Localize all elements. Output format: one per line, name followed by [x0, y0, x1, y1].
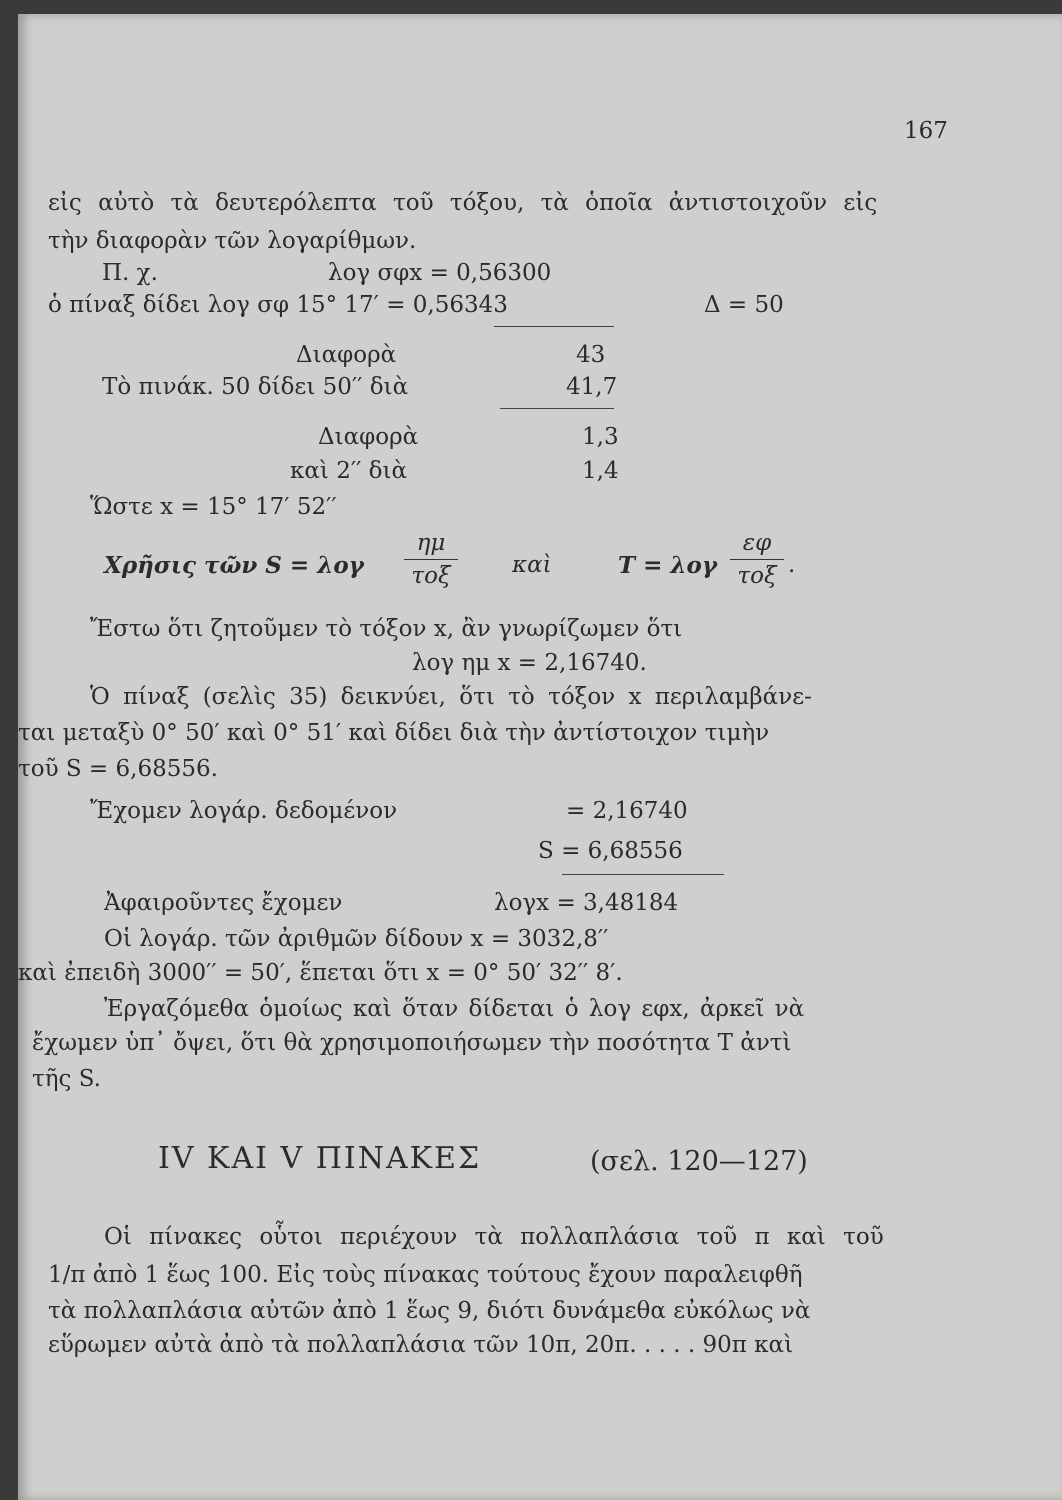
- text-line: τῆς S.: [32, 1066, 101, 1092]
- page-number: 167: [904, 118, 948, 144]
- value: λογx = 3,48184: [494, 890, 679, 916]
- text-line: 1/π ἀπὸ 1 ἕως 100. Εἰς τοὺς πίνακας τούτους ἔχουν παραλειφθῆ: [48, 1262, 803, 1288]
- conjunction: καὶ: [512, 552, 552, 578]
- value: S = 6,68556: [538, 838, 683, 864]
- diff-value: 1,3: [582, 424, 619, 450]
- text-line: τὴν διαφορὰν τῶν λογαρίθμων.: [48, 228, 417, 254]
- document-page: [18, 14, 1062, 1500]
- text-line: τοῦ S = 6,68556.: [18, 756, 218, 782]
- fraction-denominator: τοξ: [411, 563, 451, 589]
- text-line: ἔχωμεν ὑπ᾽ ὄψει, ὅτι θὰ χρησιμοποιήσωμεν τὴν ποσότητα T ἀντὶ: [32, 1030, 792, 1056]
- subtraction-rule: [500, 408, 614, 409]
- text-line: καὶ 2′′ διὰ: [290, 458, 408, 484]
- value: 1,4: [582, 458, 619, 484]
- result-line: Ὥστε x = 15° 17′ 52′′: [90, 494, 337, 520]
- subtraction-rule: [494, 326, 614, 327]
- example-label: Π. χ.: [102, 260, 158, 286]
- text-line: τὰ πολλαπλάσια αὐτῶν ἀπὸ 1 ἕως 9, διότι δυνάμεθα εὐκόλως νὰ: [48, 1298, 811, 1324]
- delta-value: Δ = 50: [704, 292, 784, 318]
- table-value: 41,7: [566, 374, 618, 400]
- text-line: Οἱ πίνακες οὗτοι περιέχουν τὰ πολλαπλάσια τοῦ π καὶ τοῦ: [104, 1224, 884, 1250]
- text-line: καὶ ἐπειδὴ 3000′′ = 50′, ἕπεται ὅτι x = 0° 50′ 32′′ 8′.: [18, 960, 623, 986]
- formula-lead: Χρῆσις τῶν S = λογ: [104, 552, 364, 579]
- text-line: ὁ πίναξ δίδει λογ σφ 15° 17′ = 0,56343: [48, 292, 508, 318]
- equation: λογ σφx = 0,56300: [328, 260, 552, 286]
- diff-value: 43: [576, 342, 606, 368]
- fraction-numerator: ημ: [416, 530, 446, 556]
- text-line: Ἔχομεν λογάρ. δεδομένον: [90, 798, 398, 824]
- text-line: Οἱ λογάρ. τῶν ἀριθμῶν δίδουν x = 3032,8′′: [104, 926, 609, 952]
- subtraction-rule: [562, 874, 724, 875]
- text-line: Τὸ πινάκ. 50 δίδει 50′′ διὰ: [102, 374, 409, 400]
- equation: λογ ημ x = 2,16740.: [412, 650, 647, 676]
- section-heading: IV ΚΑΙ V ΠΙΝΑΚΕΣ: [158, 1141, 482, 1176]
- period: .: [788, 552, 796, 578]
- text-line: Ἐργαζόμεθα ὁμοίως καὶ ὅταν δίδεται ὁ λογ εφx, ἀρκεῖ νὰ: [104, 996, 805, 1022]
- fraction-sin-over-arc: [404, 530, 458, 589]
- diff-label: Διαφορὰ: [318, 424, 419, 450]
- text-line: Ἔστω ὅτι ζητοῦμεν τὸ τόξον x, ἂν γνωρίζωμεν ὅτι: [90, 616, 683, 642]
- fraction-numerator: εφ: [742, 530, 772, 556]
- diff-label: Διαφορὰ: [296, 342, 397, 368]
- text-line: εὕρωμεν αὐτὰ ἀπὸ τὰ πολλαπλάσια τῶν 10π, 20π. . . . . 90π καὶ: [48, 1332, 794, 1358]
- value: = 2,16740: [566, 798, 688, 824]
- section-heading-pages: (σελ. 120—127): [590, 1146, 808, 1177]
- text-line: Ὁ πίναξ (σελὶς 35) δεικνύει, ὅτι τὸ τόξον x περιλαμβάνε-: [90, 684, 812, 710]
- text-line: εἰς αὐτὸ τὰ δευτερόλεπτα τοῦ τόξου, τὰ ὁποῖα ἀντιστοιχοῦν εἰς: [48, 190, 878, 216]
- text-line: Ἀφαιροῦντες ἔχομεν: [104, 890, 343, 916]
- fraction-tan-over-arc: [730, 530, 784, 589]
- text-line: ται μεταξὺ 0° 50′ καὶ 0° 51′ καὶ δίδει διὰ τὴν ἀντίστοιχον τιμὴν: [18, 720, 770, 746]
- formula-lead: T = λογ: [618, 552, 718, 579]
- fraction-denominator: τοξ: [737, 563, 777, 589]
